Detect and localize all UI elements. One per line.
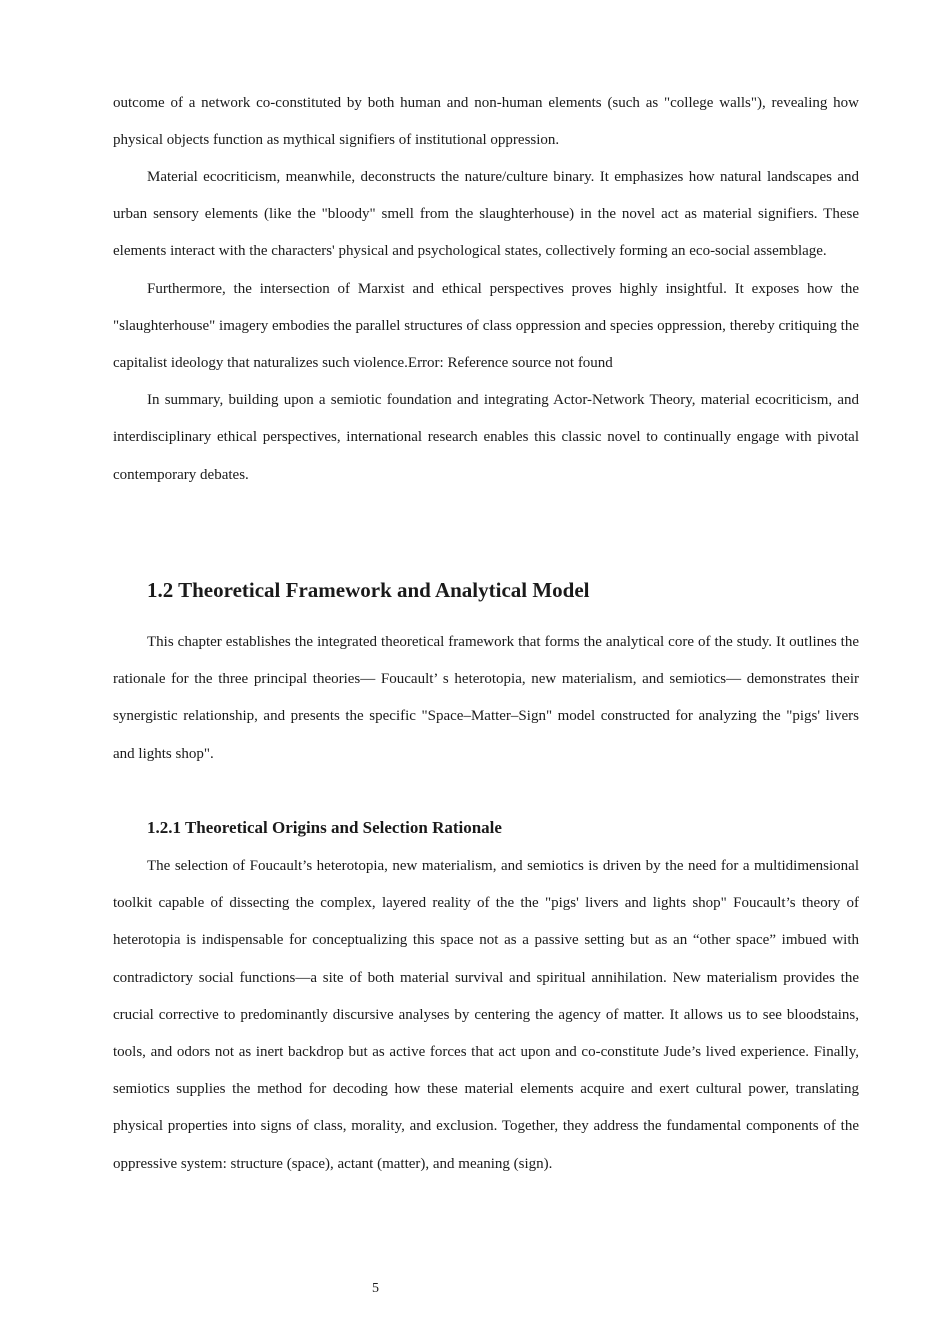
paragraph-marxist-ethical: Furthermore, the intersection of Marxist and ethical perspectives proves highly insightful. It exposes how the "slaughterhouse" imagery embodies the parallel structures of class oppression and species oppression, thereby critiquing the capitalist ideology that naturalizes such violence.Error: Reference source not found bbox=[113, 280, 859, 372]
subsection-heading-1-2-1: 1.2.1 Theoretical Origins and Selection Rationale bbox=[147, 818, 502, 837]
paragraph-framework: This chapter establishes the integrated theoretical framework that forms the analytical core of the study. It outlines the rationale for the three principal theories— Foucault’ s heterotopia, new materialism, and semiotics— demonstrates their synergistic relationship, and presents the specific "Space–Matter–Sign" model constructed for analyzing the "pigs' livers and lights shop". bbox=[113, 634, 859, 762]
paragraph-material-ecocriticism: Material ecocriticism, meanwhile, deconstructs the nature/culture binary. It emphasizes how natural landscapes and urban sensory elements (like the "bloody" smell from the slaughterhouse) in the novel act as material signifiers. These elements interact with the characters' physical and psychological states, collectively forming an eco-social assemblage. bbox=[113, 169, 859, 260]
section-heading-1-2: 1.2 Theoretical Framework and Analytical Model bbox=[147, 578, 590, 602]
intro-section bbox=[113, 85, 859, 494]
paragraph-summary: In summary, building upon a semiotic foundation and integrating Actor-Network Theory, material ecocriticism, and interdisciplinary ethical perspectives, international research enables this classic novel to continually engage with pivotal contemporary debates. bbox=[113, 392, 859, 483]
paragraph-selection-rationale: The selection of Foucault’s heterotopia, new materialism, and semiotics is driven by the need for a multidimensional toolkit capable of dissecting the complex, layered reality of the the "pigs' livers and lights shop" Foucault’s theory of heterotopia is indispensable for conceptualizing this space not as a passive setting but as an “other space” imbued with contradictory social functions—a site of both material survival and spiritual annihilation. New materialism provides the crucial corrective to predominantly discursive analyses by centering the agency of matter. It allows us to see bloodstains, tools, and odors not as inert backdrop but as active forces that act upon and co-constitute Jude’s lived experience. Finally, semiotics supplies the method for decoding how these material elements acquire and exert cultural power, translating physical properties into signs of class, morality, and exclusion. Together, they address the fundamental components of the oppressive system: structure (space), actant (matter), and meaning (sign). bbox=[113, 858, 859, 1172]
page-number: 5 bbox=[372, 1281, 379, 1296]
section-1-2-1-body bbox=[113, 848, 859, 1183]
paragraph-continuation: outcome of a network co-constituted by both human and non-human elements (such as "college walls"), revealing how physical objects function as mythical signifiers of institutional oppression. bbox=[113, 95, 859, 148]
section-1-2-body bbox=[113, 624, 859, 773]
